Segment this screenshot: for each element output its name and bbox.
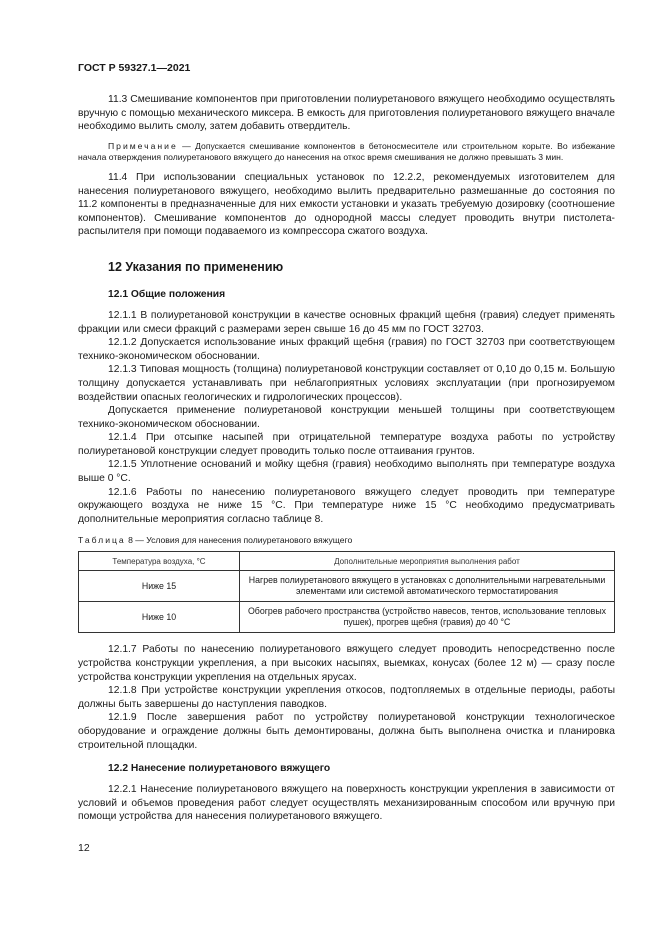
table-cell-temperature: Ниже 15: [79, 571, 240, 602]
table-caption: [78, 535, 615, 546]
paragraph-12-1-3-cont: Допускается применение полиуретановой конструкции меньшей толщины при соответствующем технико-экономическом обосновании.: [78, 405, 615, 430]
paragraph-11-3: 11.3 Смешивание компонентов при приготовлении полиуретанового вяжущего необходимо осуществлять вручную с помощью механического миксера. В емкость для приготовления полиуретанового вяжущего вначале необходимо вылить смолу, затем добавить отвердитель.: [78, 94, 615, 133]
table-header-temperature: Температура воздуха, °С: [79, 552, 240, 571]
note-text: — Допускается смешивание компонентов в бетоносмесителе или строительном корыте. Во избежание начала отверждения полиуретанового вяжущего до нанесения на откос время смешивания не должно превышать 3 мин.: [78, 140, 615, 163]
table-row: [79, 602, 615, 633]
subsection-heading-12-1: 12.1 Общие положения: [108, 288, 226, 300]
paragraph-12-1-2: 12.1.2 Допускается использование иных фракций щебня (гравия) по ГОСТ 32703 при соответствующем технико-экономическом обосновании.: [78, 337, 615, 362]
paragraph-12-1-1: 12.1.1 В полиуретановой конструкции в качестве основных фракций щебня (гравия) следует применять фракции или смеси фракций с размерами зерен свыше 16 до 45 мм по ГОСТ 32703.: [78, 309, 615, 335]
paragraph-12-1-3: 12.1.3 Типовая мощность (толщина) полиуретановой конструкции составляет от 0,10 до 0,15 м. Большую толщину допускается устанавливать при неблагоприятных условиях эксплуатации (при прогнозируемом воздействии опасных геологических и гидрологических процессов).: [78, 364, 615, 403]
table-cell-temperature: Ниже 10: [79, 602, 240, 633]
table-row: [79, 571, 615, 602]
table-caption-label: Таблица: [78, 535, 126, 546]
table-8: [78, 551, 615, 633]
table-cell-measures: Нагрев полиуретанового вяжущего в установках с дополнительными нагревательными элементами или системой автоматического термостатирования: [240, 571, 615, 602]
table-cell-measures: Обогрев рабочего пространства (устройство навесов, тентов, использование тепловых пушек), прогрев щебня (гравия) до 40 °С: [240, 602, 615, 633]
paragraph-12-1-5: 12.1.5 Уплотнение оснований и мойку щебня (гравия) необходимо выполнять при температуре воздуха выше 0 °С.: [78, 459, 615, 485]
paragraph-12-1-6: 12.1.6 Работы по нанесению полиуретанового вяжущего следует проводить при температуре окружающего воздуха не ниже 15 °С. При температуре ниже 15 °С необходимо предусматривать дополнительные мероприятия согласно таблице 8.: [78, 486, 615, 525]
table-header-row: [79, 552, 615, 571]
subsection-heading-12-2: 12.2 Нанесение полиуретанового вяжущего: [108, 763, 331, 775]
paragraph-12-2-1: 12.2.1 Нанесение полиуретанового вяжущего на поверхность конструкции укрепления в зависимости от условий и объемов проведения работ следует осуществлять механизированным способом или вручную при помощи устройства для нанесения полиуретанового вяжущего.: [78, 784, 615, 823]
table-caption-text: 8 — Условия для нанесения полиуретанового вяжущего: [125, 535, 353, 546]
document-header: ГОСТ Р 59327.1—2021: [78, 62, 191, 74]
paragraph-12-1-7: 12.1.7 Работы по нанесению полиуретанового вяжущего следует проводить непосредственно после устройства конструкции укрепления, а при высоких насыпях, выемках, конусах (более 12 м) — сразу после устройства конструкции укрепления на отдельных ярусах.: [78, 644, 615, 683]
table-header-measures: Дополнительные мероприятия выполнения работ: [240, 552, 615, 571]
section-heading-12: 12 Указания по применению: [108, 259, 284, 274]
note-label: Примечание: [108, 140, 178, 151]
note-11-3: [78, 141, 615, 164]
paragraph-12-1-4: 12.1.4 При отсыпке насыпей при отрицательной температуре воздуха работы по устройству полиуретановой конструкции следует проводить только после оттаивания грунтов.: [78, 432, 615, 457]
page-content: [78, 93, 615, 824]
page-number: 12: [78, 842, 90, 854]
paragraph-12-1-8: 12.1.8 При устройстве конструкции укрепления откосов, подтопляемых в отдельные периоды, работы должны быть завершены до наступления паводков.: [78, 685, 615, 710]
paragraph-12-1-9: 12.1.9 После завершения работ по устройству полиуретановой конструкции технологическое оборудование и ограждение должны быть демонтированы, должна быть выполнена очистка и планировка строительной площадки.: [78, 712, 615, 751]
paragraph-11-4: 11.4 При использовании специальных установок по 12.2.2, рекомендуемых изготовителем для нанесения полиуретанового вяжущего, необходимо вылить предварительно размешанные до состояния по 11.2 компоненты в предназначенные для них емкости установки и указать требуемую дозировку (соотношение компонентов). Смешивание компонентов до однородной массы следует проводить внутри пистолета-распылителя при помощи подаваемого из компрессора сжатого воздуха.: [78, 171, 615, 238]
